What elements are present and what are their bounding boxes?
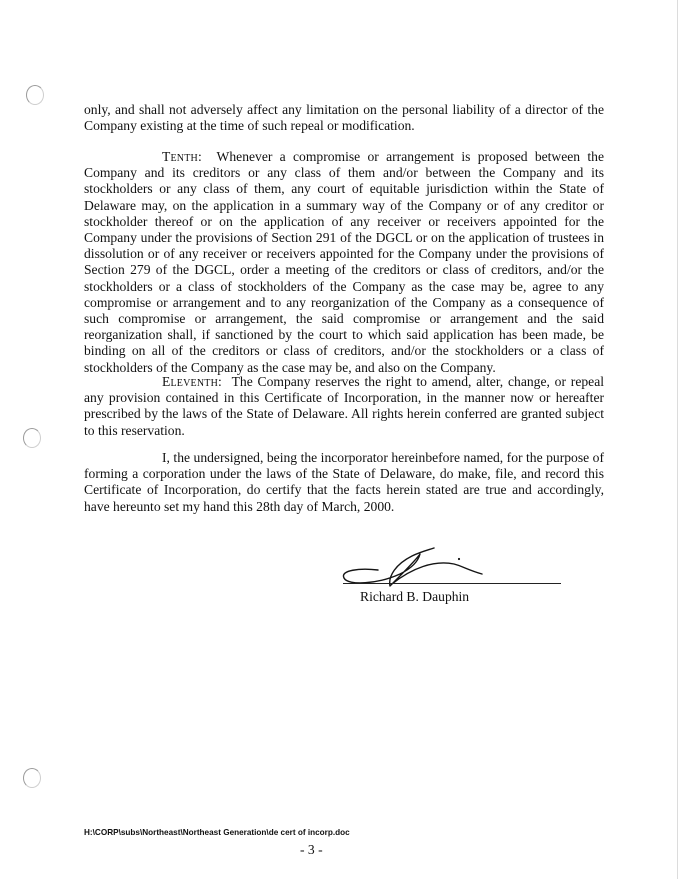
signature-line xyxy=(343,583,561,584)
closing-paragraph: I, the undersigned, being the incorporator hereinbefore named, for the purpose of forming a corporation under the laws of the State of Delaware, do make, file, and record this Certificate of Incorporation, do certify that the facts herein stated are true and accordingly, have hereunto set my hand this 28th day of March, 2000. xyxy=(84,450,604,514)
signatory-name: Richard B. Dauphin xyxy=(360,589,470,604)
tenth-text: Whenever a compromise or arrangement is proposed between the Company and its creditors or any class of them and/or between the Company and its stockholders or any class of them, any court of equitable jurisdiction within the State of Delaware may, on the application in a summary way of the Company or of any creditor or stockholder thereof or on the application of any receiver or receivers appointed for the Company under the provisions of Section 291 of the DGCL or on the application of trustees in dissolution or of any receiver or receivers appointed for the Company under the provisions of Section 279 of the DGCL, order a meeting of the creditors or class of creditors, and/or the stockholders or a class of stockholders of the Company as the case may be, agree to any compromise or arrangement and to any reorganization of the Company as a consequence of such compromise or arrangement, the said compromise or arrangement and the said reorganization shall, if sanctioned by the court to which said application has been made, be binding on all of the creditors or class of creditors, and/or the stockholders or a class of stockholders of the Company as the case may be, and also on the Company. xyxy=(84,149,605,375)
file-path-footer: H:\CORP\subs\Northeast\Northeast Generation\de cert of incorp.doc xyxy=(84,828,350,837)
page-edge xyxy=(677,0,678,879)
continuation-paragraph: only, and shall not adversely affect any limitation on the personal liability of a director of the Company existing at the time of such repeal or modification. xyxy=(84,102,604,134)
punch-hole-icon xyxy=(23,768,41,788)
page-number: - 3 - xyxy=(300,842,323,857)
tenth-heading: Tenth: xyxy=(162,149,202,164)
punch-hole-icon xyxy=(23,428,41,448)
tenth-article xyxy=(84,149,604,376)
punch-hole-icon xyxy=(26,85,44,105)
eleventh-heading: Eleventh: xyxy=(162,374,222,389)
eleventh-text: The Company reserves the right to amend, alter, change, or repeal any provision contained in this Certificate of Incorporation, in the manner now or hereafter prescribed by the laws of the State of Delaware. All rights herein conferred are granted subject to this reservation. xyxy=(84,374,605,438)
eleventh-article xyxy=(84,374,604,439)
